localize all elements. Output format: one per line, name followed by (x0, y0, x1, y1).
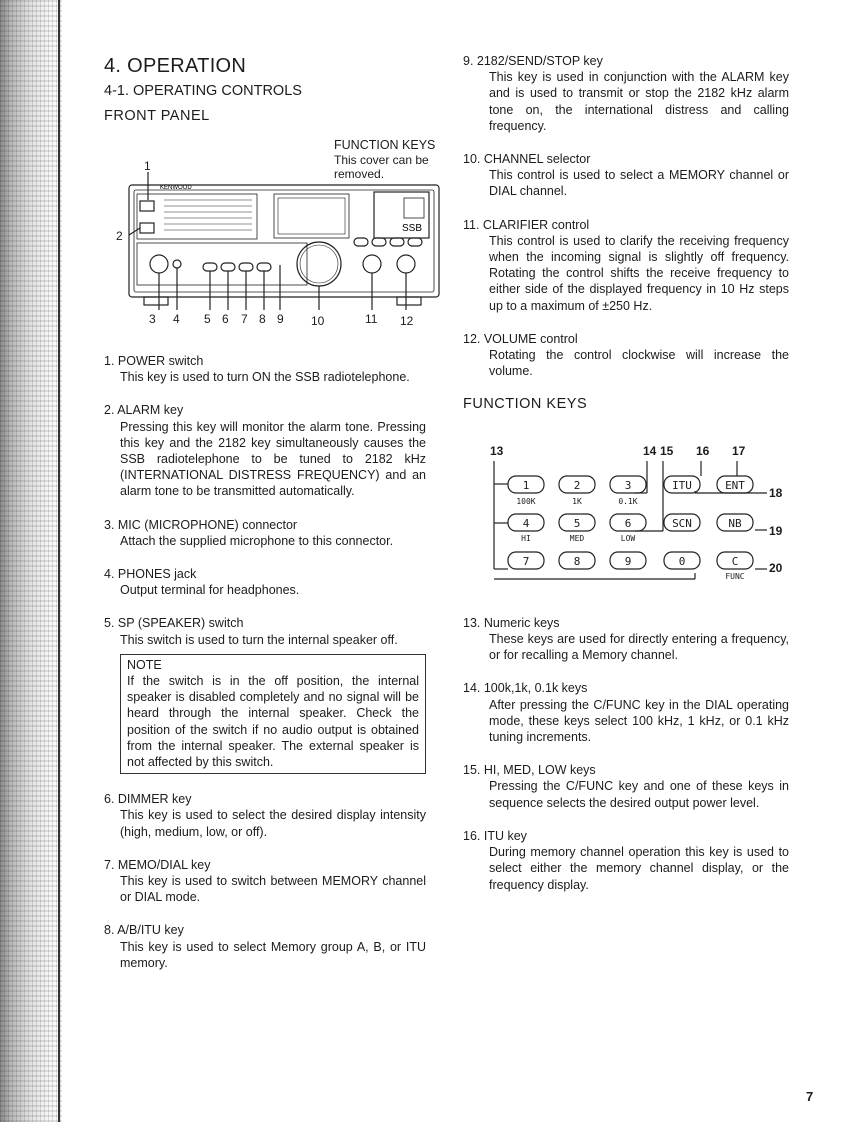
function-keys-label: FUNCTION KEYS (334, 138, 436, 152)
callout-11: 11 (365, 312, 378, 326)
item-title: 9. 2182/SEND/STOP key (463, 54, 603, 68)
callout-7: 7 (241, 312, 248, 326)
item-3 (104, 517, 426, 549)
item-title: 14. 100k,1k, 0.1k keys (463, 681, 588, 696)
key-7: 7 (522, 554, 530, 568)
item-title: 8. A/B/ITU key (104, 923, 184, 938)
item-title: 10. CHANNEL selector (463, 152, 591, 167)
item-body: This key is used in conjunction with the ALARM key and is used to transmit or stop the 2182 kHz alarm tone on, the international distress and calling frequency. (489, 70, 789, 133)
key-scn: SCN (672, 516, 692, 530)
item-title: 4. PHONES jack (104, 567, 197, 582)
section-title: 4. OPERATION (104, 55, 247, 77)
function-keys-heading: FUNCTION KEYS (463, 396, 588, 413)
key-label-100k: 100K (516, 496, 536, 506)
callout-3: 3 (149, 312, 156, 326)
left-column (104, 353, 426, 988)
callout-1: 1 (144, 160, 151, 173)
item-11 (463, 217, 789, 314)
item-title: 12. VOLUME control (463, 331, 578, 346)
item-title: 5. SP (SPEAKER) switch (104, 616, 244, 631)
front-panel-heading: FRONT PANEL (104, 108, 210, 124)
item-title: 2. ALARM key (104, 403, 184, 418)
callout-9: 9 (277, 312, 284, 326)
item-title: 1. POWER switch (104, 354, 204, 368)
key-2: 2 (573, 478, 581, 492)
item-9 (463, 53, 789, 134)
item-title: 6. DIMMER key (104, 792, 192, 807)
key-label-low: LOW (620, 533, 636, 543)
item-body: Attach the supplied microphone to this connector. (120, 533, 394, 548)
callout-16: 16 (696, 443, 710, 458)
item-10 (463, 151, 789, 200)
binding-line (58, 0, 60, 1122)
item-body: This key is used to select Memory group A, B, or ITU memory. (120, 939, 426, 970)
item-title: 3. MIC (MICROPHONE) connector (104, 517, 298, 532)
key-6: 6 (624, 516, 632, 530)
item-6 (104, 791, 426, 840)
item-2 (104, 402, 426, 499)
display-mode: SSB (402, 223, 423, 234)
item-body: This key is used to switch between MEMORY channel or DIAL mode. (120, 874, 426, 905)
item-body: This key is used to turn ON the SSB radiotelephone. (120, 370, 410, 385)
note-text: If the switch is in the off position, the internal speaker is disabled completely and no signal will be heard through the internal speaker. Check the position of the switch if no audio output is obtained from the internal speaker. The external speaker is not affected by this switch. (127, 674, 419, 770)
item-title: 15. HI, MED, LOW keys (463, 763, 596, 778)
callout-17: 17 (732, 443, 746, 458)
scan-edge (0, 0, 62, 1122)
item-body: This control is used to select a MEMORY channel or DIAL channel. (489, 168, 789, 199)
item-title: 13. Numeric keys (463, 615, 560, 630)
function-keys-note: This cover can be removed. (334, 153, 429, 181)
item-body: Rotating the control clockwise will increase the volume. (489, 348, 789, 379)
item-7 (104, 857, 426, 906)
callout-15: 15 (660, 443, 674, 458)
item-12 (463, 331, 789, 380)
item-14 (463, 680, 789, 745)
function-keypad-drawing (463, 443, 789, 593)
callout-13: 13 (490, 443, 504, 458)
callout-14: 14 (643, 443, 657, 458)
front-panel-figure (104, 160, 444, 335)
key-c: C (731, 554, 739, 568)
item-body: These keys are used for directly entering a frequency, or for recalling a Memory channel. (489, 632, 789, 663)
item-body: During memory channel operation this key is used to select either the memory channel display, or the frequency display. (489, 845, 789, 892)
callout-19: 19 (769, 523, 783, 538)
item-body: Pressing the C/FUNC key and one of these keys in sequence selects the desired output power level. (489, 779, 789, 810)
callout-4: 4 (173, 312, 180, 326)
key-4: 4 (522, 516, 530, 530)
key-0: 0 (678, 554, 686, 568)
callout-18: 18 (769, 485, 783, 500)
key-label-func: FUNC (725, 571, 745, 581)
item-body: After pressing the C/FUNC key in the DIAL operating mode, these keys select 100 kHz, 1 kHz, or 0.1 kHz tuning increments. (489, 697, 789, 745)
key-label-1k: 1K (572, 496, 582, 506)
item-body: Output terminal for headphones. (120, 583, 300, 598)
item-4 (104, 566, 426, 598)
key-3: 3 (624, 478, 632, 492)
item-13 (463, 615, 789, 664)
front-panel-drawing (104, 160, 444, 330)
key-label-hi: HI (521, 533, 531, 543)
note-title: NOTE (127, 657, 162, 672)
function-keypad-figure (463, 443, 789, 597)
key-9: 9 (624, 554, 632, 568)
item-5 (104, 615, 426, 774)
item-8 (104, 922, 426, 971)
key-label-0-1k: 0.1K (618, 496, 638, 506)
callout-2: 2 (116, 229, 123, 243)
callout-5: 5 (204, 312, 211, 326)
callout-6: 6 (222, 312, 229, 326)
page-number: 7 (806, 1089, 814, 1104)
item-15 (463, 762, 789, 811)
item-body: This control is used to clarify the receiving frequency when the incoming signal is slightly off frequency. Rotating the control shifts the receive frequency to either side of the displayed frequency in 10 Hz steps up to a maximum of ±250 Hz. (489, 233, 789, 313)
key-ent: ENT (725, 478, 745, 492)
key-5: 5 (573, 516, 581, 530)
key-1: 1 (522, 478, 530, 492)
item-title: 7. MEMO/DIAL key (104, 857, 211, 872)
item-1 (104, 353, 426, 385)
item-body: This switch is used to turn the internal speaker off. (120, 632, 398, 647)
item-title: 11. CLARIFIER control (463, 217, 590, 232)
item-body: Pressing this key will monitor the alarm tone. Pressing this key and the 2182 key simultaneously causes the SSB radiotelephone to be tuned to 2182 kHz (INTERNATIONAL DISTRESS FREQUENCY) and an alarm tone to be transmitted automatically. (120, 419, 426, 499)
item-body: This key is used to select the desired display intensity (high, medium, low, or off). (120, 808, 426, 839)
note-box (120, 654, 426, 774)
callout-12: 12 (400, 314, 414, 328)
key-itu: ITU (672, 478, 692, 492)
callout-20: 20 (769, 560, 783, 575)
callout-8: 8 (259, 312, 266, 326)
item-title: 16. ITU key (463, 828, 527, 843)
section-subtitle: 4-1. OPERATING CONTROLS (104, 83, 302, 99)
key-nb: NB (728, 516, 742, 530)
right-column (463, 53, 789, 910)
item-16 (463, 828, 789, 893)
brand-label: KENWOOD (160, 185, 192, 191)
callout-10: 10 (311, 314, 325, 328)
key-8: 8 (573, 554, 581, 568)
key-label-med: MED (569, 533, 585, 543)
